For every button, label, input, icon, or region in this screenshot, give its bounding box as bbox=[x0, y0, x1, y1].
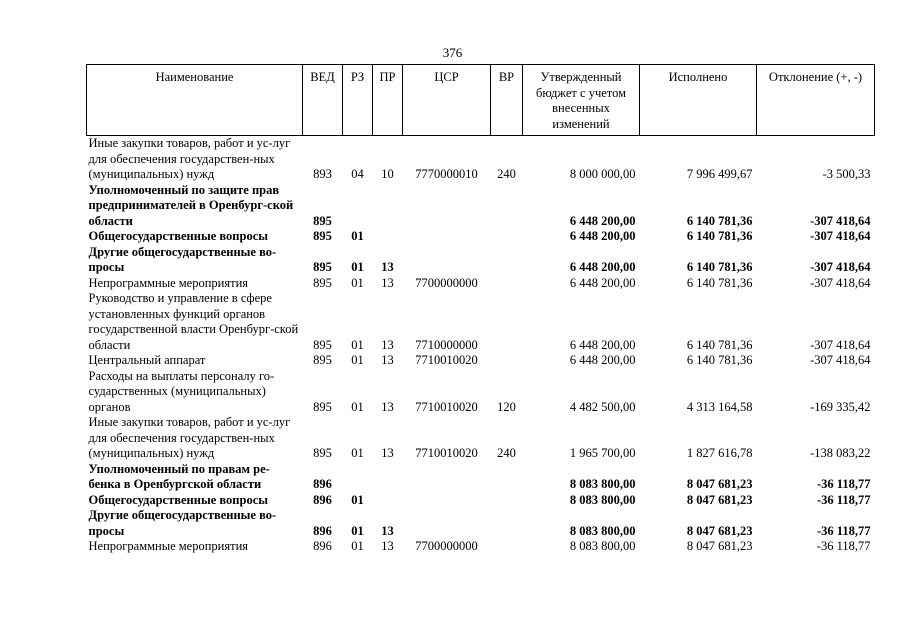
cell-name: Иные закупки товаров, работ и ус-луг для обеспечения государствен-ных (муниципальных) нужд bbox=[88, 415, 291, 460]
cell-rz bbox=[343, 183, 373, 230]
cell-deviation: -3 500,33 bbox=[822, 167, 871, 181]
cell-ved: 895 bbox=[313, 337, 332, 352]
cell-pr: 13 bbox=[381, 523, 394, 538]
cell-csr bbox=[403, 229, 491, 245]
table-row bbox=[87, 493, 875, 509]
cell-pr: 13 bbox=[381, 399, 394, 414]
header-vr: ВР bbox=[491, 65, 523, 136]
cell-ved: 895 bbox=[313, 275, 332, 290]
table-row bbox=[87, 229, 875, 245]
cell-rz: 01 bbox=[351, 399, 364, 414]
cell-pr: 13 bbox=[381, 446, 394, 460]
cell-executed: 8 047 681,23 bbox=[686, 477, 753, 491]
cell-rz: 04 bbox=[351, 167, 364, 181]
cell-csr: 7700000000 bbox=[415, 275, 478, 290]
table-row bbox=[87, 245, 875, 276]
cell-approved: 6 448 200,00 bbox=[569, 260, 636, 274]
cell-pr: 13 bbox=[381, 337, 394, 352]
cell-executed: 6 140 781,36 bbox=[686, 229, 753, 243]
header-approved: Утвержденный бюджет с учетом внесенных изменений bbox=[523, 65, 640, 136]
cell-csr: 7710000000 bbox=[415, 337, 478, 352]
cell-executed: 6 140 781,36 bbox=[686, 353, 753, 367]
cell-name: Общегосударственные вопросы bbox=[88, 229, 269, 243]
cell-deviation: -36 118,77 bbox=[817, 523, 871, 538]
cell-deviation: -138 083,22 bbox=[810, 446, 871, 460]
cell-vr: 120 bbox=[497, 399, 516, 414]
cell-deviation: -36 118,77 bbox=[817, 492, 871, 507]
cell-pr: 13 bbox=[381, 260, 394, 274]
cell-executed: 8 047 681,23 bbox=[686, 492, 753, 507]
table-row bbox=[87, 353, 875, 369]
table-body bbox=[87, 136, 875, 555]
cell-executed: 8 047 681,23 bbox=[686, 523, 753, 538]
cell-approved: 4 482 500,00 bbox=[569, 399, 636, 414]
cell-csr: 7700000000 bbox=[415, 539, 478, 553]
cell-vr bbox=[491, 183, 523, 230]
cell-executed: 7 996 499,67 bbox=[686, 167, 753, 181]
cell-name: Иные закупки товаров, работ и ус-луг для обеспечения государствен-ных (муниципальных) нужд bbox=[88, 136, 291, 181]
cell-rz: 01 bbox=[351, 353, 364, 367]
table-row bbox=[87, 291, 875, 353]
cell-vr bbox=[491, 539, 523, 555]
cell-approved: 6 448 200,00 bbox=[569, 275, 636, 290]
cell-rz: 01 bbox=[351, 275, 364, 290]
cell-rz: 01 bbox=[351, 523, 364, 538]
cell-approved: 8 083 800,00 bbox=[569, 477, 636, 491]
cell-vr bbox=[491, 276, 523, 292]
cell-csr bbox=[403, 493, 491, 509]
cell-name: Уполномоченный по правам ре-бенка в Оренбургской области bbox=[88, 461, 270, 491]
cell-approved: 8 083 800,00 bbox=[569, 523, 636, 538]
cell-vr bbox=[491, 245, 523, 276]
header-deviation: Отклонение (+, -) bbox=[757, 65, 875, 136]
cell-approved: 6 448 200,00 bbox=[569, 353, 636, 367]
header-pr: ПР bbox=[373, 65, 403, 136]
cell-vr bbox=[491, 508, 523, 539]
cell-approved: 8 000 000,00 bbox=[569, 167, 636, 181]
table-header-row bbox=[87, 65, 875, 136]
cell-approved: 6 448 200,00 bbox=[569, 229, 636, 243]
cell-rz: 01 bbox=[351, 260, 364, 274]
page-number: 376 bbox=[442, 45, 463, 60]
cell-deviation: -36 118,77 bbox=[817, 477, 871, 491]
cell-executed: 6 140 781,36 bbox=[686, 337, 753, 352]
cell-executed: 6 140 781,36 bbox=[686, 260, 753, 274]
cell-ved: 896 bbox=[313, 523, 332, 538]
table-row bbox=[87, 508, 875, 539]
cell-approved: 6 448 200,00 bbox=[569, 337, 636, 352]
cell-pr: 13 bbox=[381, 275, 394, 290]
cell-vr: 240 bbox=[497, 167, 516, 181]
cell-vr bbox=[491, 229, 523, 245]
cell-rz: 01 bbox=[351, 492, 364, 507]
table-row bbox=[87, 136, 875, 183]
cell-vr bbox=[491, 493, 523, 509]
cell-ved: 895 bbox=[313, 353, 332, 367]
cell-executed: 6 140 781,36 bbox=[686, 275, 753, 290]
cell-csr bbox=[403, 508, 491, 539]
cell-name: Непрограммные мероприятия bbox=[88, 275, 249, 290]
cell-csr: 7710010020 bbox=[415, 446, 478, 460]
cell-ved: 896 bbox=[313, 492, 332, 507]
cell-ved: 895 bbox=[313, 399, 332, 414]
cell-name: Центральный аппарат bbox=[88, 353, 206, 367]
cell-vr bbox=[491, 462, 523, 493]
cell-name: Общегосударственные вопросы bbox=[88, 492, 269, 507]
cell-vr bbox=[491, 353, 523, 369]
header-ved: ВЕД bbox=[303, 65, 343, 136]
cell-pr bbox=[373, 493, 403, 509]
cell-pr: 10 bbox=[381, 167, 394, 181]
cell-executed: 6 140 781,36 bbox=[686, 213, 753, 228]
cell-ved: 896 bbox=[313, 477, 332, 491]
cell-approved: 8 083 800,00 bbox=[569, 539, 636, 553]
cell-vr bbox=[491, 291, 523, 353]
cell-name: Расходы на выплаты персоналу го-сударственных (муниципальных) органов bbox=[88, 368, 275, 414]
cell-csr bbox=[403, 245, 491, 276]
cell-pr: 13 bbox=[381, 353, 394, 367]
cell-approved: 8 083 800,00 bbox=[569, 492, 636, 507]
cell-pr: 13 bbox=[381, 539, 394, 553]
cell-ved: 895 bbox=[313, 213, 332, 228]
cell-rz: 01 bbox=[351, 337, 364, 352]
table-row bbox=[87, 183, 875, 230]
cell-csr: 7710010020 bbox=[415, 353, 478, 367]
header-rz: РЗ bbox=[343, 65, 373, 136]
cell-pr bbox=[373, 229, 403, 245]
header-name: Наименование bbox=[87, 65, 303, 136]
cell-csr bbox=[403, 183, 491, 230]
cell-name: Уполномоченный по защите прав предпринимателей в Оренбург-ской области bbox=[88, 182, 294, 228]
cell-ved: 895 bbox=[313, 446, 332, 460]
cell-name: Руководство и управление в сфере установленных функций органов государственной власти Оренбург-ской области bbox=[88, 291, 299, 352]
cell-deviation: -36 118,77 bbox=[816, 539, 871, 553]
table-row bbox=[87, 276, 875, 292]
table-row bbox=[87, 415, 875, 462]
cell-ved: 895 bbox=[313, 229, 332, 243]
cell-ved: 893 bbox=[313, 167, 332, 181]
cell-deviation: -307 418,64 bbox=[810, 275, 871, 290]
budget-table bbox=[86, 64, 875, 555]
cell-csr: 7710010020 bbox=[415, 399, 478, 414]
table-row bbox=[87, 539, 875, 555]
cell-pr bbox=[373, 462, 403, 493]
cell-approved: 6 448 200,00 bbox=[569, 213, 636, 228]
cell-rz: 01 bbox=[351, 539, 364, 553]
cell-deviation: -307 418,64 bbox=[810, 260, 871, 274]
cell-vr: 240 bbox=[497, 446, 516, 460]
cell-deviation: -307 418,64 bbox=[810, 213, 871, 228]
cell-csr bbox=[403, 462, 491, 493]
cell-deviation: -307 418,64 bbox=[810, 353, 871, 367]
cell-ved: 896 bbox=[313, 539, 332, 553]
table-row bbox=[87, 462, 875, 493]
cell-deviation: -307 418,64 bbox=[810, 229, 871, 243]
cell-executed: 4 313 164,58 bbox=[686, 399, 753, 414]
cell-approved: 1 965 700,00 bbox=[569, 446, 636, 460]
cell-name: Другие общегосударственные во-просы bbox=[88, 508, 277, 538]
cell-name: Другие общегосударственные во-просы bbox=[88, 244, 277, 274]
cell-name: Непрограммные мероприятия bbox=[88, 539, 249, 553]
header-csr: ЦСР bbox=[403, 65, 491, 136]
table-row bbox=[87, 369, 875, 416]
cell-executed: 8 047 681,23 bbox=[686, 539, 753, 553]
cell-rz: 01 bbox=[351, 446, 364, 460]
cell-deviation: -169 335,42 bbox=[810, 399, 871, 414]
cell-pr bbox=[373, 183, 403, 230]
header-executed: Исполнено bbox=[640, 65, 757, 136]
cell-rz: 01 bbox=[351, 229, 364, 243]
cell-rz bbox=[343, 462, 373, 493]
cell-executed: 1 827 616,78 bbox=[686, 446, 753, 460]
cell-deviation: -307 418,64 bbox=[810, 337, 871, 352]
cell-csr: 7770000010 bbox=[415, 167, 478, 181]
cell-ved: 895 bbox=[313, 260, 332, 274]
